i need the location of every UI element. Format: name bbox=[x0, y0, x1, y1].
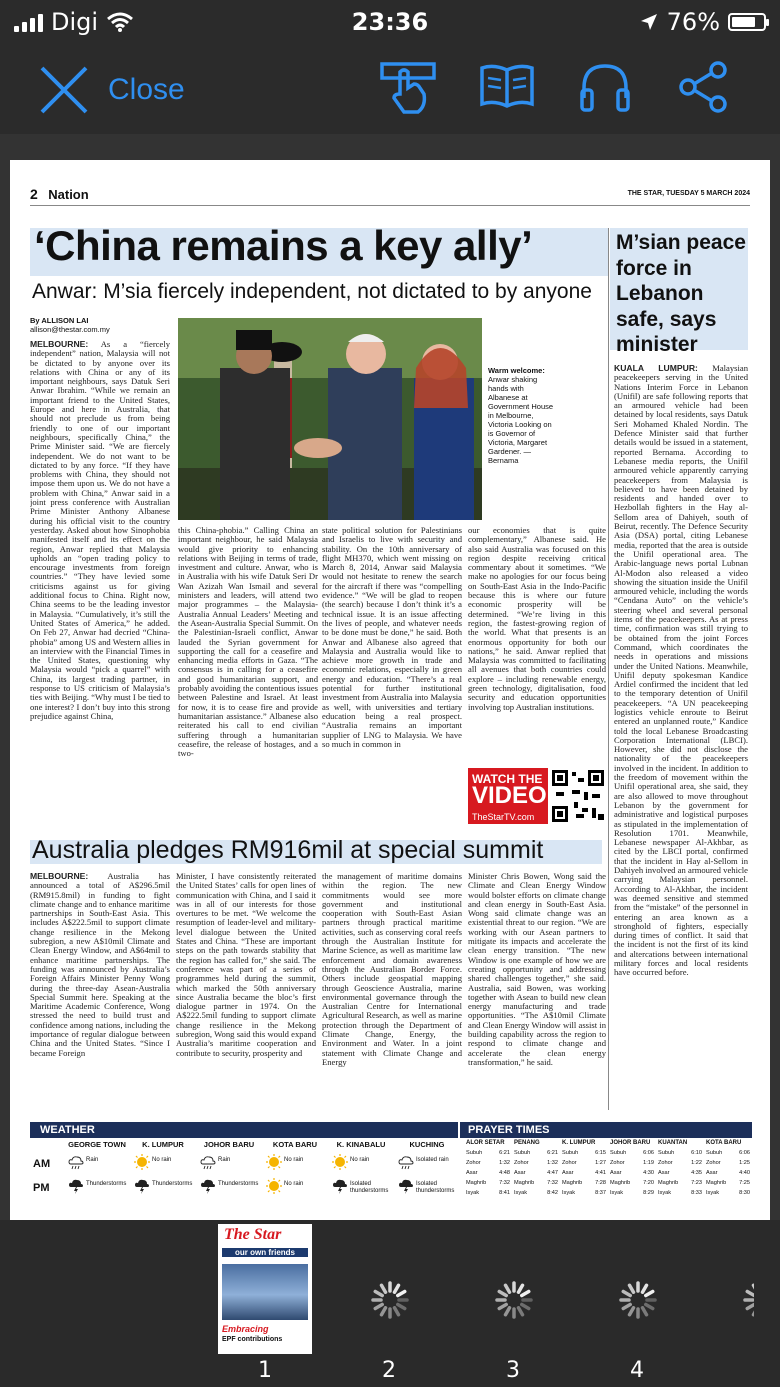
second-headline: Australia pledges RM916mil at special summit bbox=[32, 836, 544, 864]
prayer-time-row bbox=[514, 1170, 558, 1178]
close-button[interactable] bbox=[38, 64, 185, 116]
page-thumbnails bbox=[0, 1220, 780, 1387]
prayer-time-row bbox=[610, 1150, 654, 1158]
prayer-time: 6:21 bbox=[547, 1150, 558, 1156]
thunderstorm-icon bbox=[68, 1178, 84, 1194]
prayer-time-row bbox=[658, 1160, 702, 1168]
prayer-name: Zohor bbox=[706, 1160, 721, 1166]
weather-cell bbox=[328, 1176, 394, 1198]
prayer-name: Isyak bbox=[706, 1190, 720, 1196]
prayer-time-row bbox=[658, 1170, 702, 1178]
story2-column-2: Minister, I have consistently reiterated the United States’ calls for open lines of communication with China, and I said it was in all of our interests for those overtures to be met. “We welcome the resumption of leader-level and military-level dialogue between the United States and China. “These are important steps on the path towards stability that the region has called for,” she said. The conference was part of a series of programmes held during the summit, which marked the 50th anniversary since Australia became the bloc’s first dialogue partner in 1974. On the A$222.5mil funding to support climate change resilience in the Mekong subregion, Wong said this would expand Australia’s maritime cooperation and contribute to security, prosperity and bbox=[176, 872, 316, 1058]
reader-toolbar bbox=[0, 44, 780, 134]
prayer-time: 7:32 bbox=[547, 1180, 558, 1186]
weather-city: KOTA BARU bbox=[272, 1140, 318, 1149]
prayer-time: 7:23 bbox=[691, 1180, 702, 1186]
weather-condition: Isolated thunderstorms bbox=[350, 1181, 389, 1194]
prayer-time-row bbox=[658, 1190, 702, 1198]
prayer-time-row bbox=[514, 1180, 558, 1188]
prayer-name: Asar bbox=[658, 1170, 670, 1176]
article-column-2: this China-phobia.” Calling China an important neighbour, he said Malaysia would give priority to enhancing relations with Beijing in terms of trade, investment and culture. Anwar, who is in Australia with his wife Datuk Seri Dr Wan Azizah Wan Ismail and several ministers and leaders, will attend two major programmes – the Malaysia-Australia Annual Leaders’ Meeting and the Asean-Australia Special Summit. On the Palestinian-Israeli conflict, Anwar lauded the Syrian government for supporting the call for a ceasefire and enhancing media efforts in Gaza. “The consensus is in calling for a ceasefire and good humanitarian support, and probably avoiding the contentious issues between Palestine and Israel. At least for now, it is to cease fire and provide humanitarian assistance.” Albanese also reiterated his call to end civilian suffering through a humanitarian ceasefire, the release of hostages, and a two- bbox=[178, 526, 318, 759]
caption-text: Anwar shaking hands with Albanese at Government House in Melbourne, Victoria Looking on is Governor of Victoria, Margaret Gardener. — Bernama bbox=[488, 375, 554, 465]
prayer-name: Asar bbox=[466, 1170, 478, 1176]
weather-cell bbox=[394, 1152, 460, 1174]
prayer-name: Isyak bbox=[466, 1190, 480, 1196]
prayer-time: 7:25 bbox=[739, 1180, 750, 1186]
prayer-time-row bbox=[706, 1190, 750, 1198]
weather-condition: Isolated rain bbox=[416, 1157, 449, 1163]
prayer-time-row bbox=[514, 1160, 558, 1168]
prayer-time: 1:32 bbox=[547, 1160, 558, 1166]
weather-cell bbox=[262, 1152, 328, 1174]
weather-panel bbox=[30, 1122, 458, 1206]
location-arrow-icon bbox=[639, 12, 659, 32]
prayer-time: 7:32 bbox=[499, 1180, 510, 1186]
rain-cloud-icon bbox=[68, 1154, 84, 1170]
status-bar bbox=[0, 0, 780, 44]
prayer-time: 7:20 bbox=[643, 1180, 654, 1186]
prayer-name: Isyak bbox=[658, 1190, 672, 1196]
prayer-time: 8:33 bbox=[691, 1190, 702, 1196]
prayer-name: Zohor bbox=[514, 1160, 529, 1166]
prayer-time: 8:30 bbox=[739, 1190, 750, 1196]
sidebar-text: Malaysian peacekeepers serving in the United Nations Interim Force in Lebanon (Unifil) are safe following reports that an armoured vehicle had been detained by local residents, says Datuk Seri Mohamed Khaled Nordin. The Defence Minister said that further details would be issued in a statement, reported Bernama. According to Lebanese media reports, the Unifil armoured vehicle apparently carrying peacekeepers from Malaysia is believed to have been detained by residents and handed over to Hezbollah fighters in the Hay al-Sellom area of Dahiyeh, south of Beirut, recently. The Defence Security Asia (DSA) portal, citing Lebanese media, reported that the area is outside the Unifil operational area. The Arabic-language news portal Lubnan Al-Modon also released a video showing the situation inside the Unifil armoured vehicle, including the words “Cendana Auto” on the vehicle’s steering wheel and several personal items of the peacekeepers. As at press time, confirmation was still trying to be obtained from the joint Forces Command, which coordinates the needs in operations and missions under the United Nations. Meanwhile, Unifil deputy spokesman Kandice Ardiel confirmed the incident that led to the temporary detention of Unifil peacekeepers. “A UN peacekeeping logistics vehicle enroute to Beirut entered an unplanned route,” Kandice told the local Lebanese Broadcasting Corporation International (LBCI). However, she did not disclose the nationality of the peacekeepers involved in the incident. In addition to the freedom of movement within the Unifil operational area, she said, they are also allowed to move throughout Lebanon by the government for administrative and logistical purposes as stipulated in the implementation of Resolution 1701. Meanwhile, Lebanese newspaper Al-Akhbar, as cited by the LBCI portal, confirmed that the incident in Hay al-Sellom in Dahiyeh involved an armoured vehicle carrying Malaysian personnel. According to Al-Akhbar, the incident was deemed sensitive and stemmed from the “mistake” of the personnel in entering an area known as a stronghold of fighters, especially during times of conflict. It said that the incident is not the first of its kind and altercations between international military forces and local residents have occurred before. bbox=[614, 364, 748, 978]
prayer-title: PRAYER TIMES bbox=[460, 1122, 752, 1138]
column-divider bbox=[608, 228, 609, 1110]
weather-condition: No rain bbox=[152, 1157, 172, 1163]
thunderstorm-icon bbox=[134, 1178, 150, 1194]
subheadline: Anwar: M’sia fiercely independent, not dictated to by anyone bbox=[32, 280, 592, 303]
prayer-name: Zohor bbox=[610, 1160, 625, 1166]
prayer-time-row bbox=[466, 1170, 510, 1178]
weather-title: WEATHER bbox=[30, 1122, 458, 1138]
thumbnail-number[interactable]: 1 bbox=[258, 1358, 272, 1383]
thumbnail-number[interactable]: 4 bbox=[630, 1358, 644, 1383]
prayer-time: 1:22 bbox=[691, 1160, 702, 1166]
prayer-city: PENANG bbox=[514, 1140, 540, 1146]
prayer-time: 6:15 bbox=[595, 1150, 606, 1156]
prayer-name: Zohor bbox=[466, 1160, 481, 1166]
loading-spinner-icon[interactable] bbox=[494, 1280, 534, 1320]
prayer-name: Maghrib bbox=[658, 1180, 679, 1186]
prayer-time-row bbox=[466, 1180, 510, 1188]
weather-condition: Thunderstorms bbox=[218, 1181, 259, 1187]
thunderstorm-icon bbox=[200, 1178, 216, 1194]
prayer-city: K. LUMPUR bbox=[562, 1140, 596, 1146]
weather-cell bbox=[328, 1152, 394, 1174]
sidebar-headline-box bbox=[610, 228, 748, 356]
prayer-city: JOHOR BARU bbox=[610, 1140, 651, 1146]
weather-condition: Thunderstorms bbox=[86, 1181, 127, 1187]
video-label: VIDEO bbox=[472, 782, 547, 809]
prayer-city: ALOR SETAR bbox=[466, 1140, 505, 1146]
article-column-3: state political solution for Palestinians and Israelis to live with security and stability. On the 10th anniversary of flight MH370, which went missing on March 8, 2014, Anwar said Malaysia would not hesitate to renew the search for the aircraft if there was “compelling evidence.” “We will be glad to reopen (the search) because I don’t think it’s a technical issue. It is an issue affecting the lives of people, and whatever needs to be done must be done,” he said. Both Anwar and Albanese also agreed that Malaysia and Australia would like to achieve more growth in trade and economic relations, especially in green energy and education. “There’s a real potential for further institutional investment from Australia into Malaysia as well, with universities and tertiary education being a real prospect. “Australia remains an important supplier of LNG to Malaysia. We have so much in common in bbox=[322, 526, 462, 749]
prayer-time: 6:10 bbox=[691, 1150, 702, 1156]
story2-lead: MELBOURNE: bbox=[30, 872, 89, 881]
weather-cell bbox=[196, 1176, 262, 1198]
weather-condition: Rain bbox=[86, 1157, 99, 1163]
prayer-name: Subuh bbox=[658, 1150, 675, 1156]
thumbnail-number[interactable]: 3 bbox=[506, 1358, 520, 1383]
story2-column-3: the management of maritime domains within the region. The new commitments would see more government and institutional cooperation with South-East Asian partners through practical maritime activities, such as conserving coral reefs through the Australian Institute for Marine Science, as well as maritime law enforcement and domain awareness through the Australian Border Force. Others include geospatial mapping through Geoscience Australia, marine environmental governance through the Australian Centre for International Agricultural Research, as well as marine protection through the Department of Climate Change, Energy, the Environment and Water. In a joint statement with Climate Change and Energy bbox=[322, 872, 462, 1067]
thumbnail-page-1[interactable] bbox=[218, 1224, 312, 1354]
newspaper-page[interactable] bbox=[10, 160, 770, 1220]
article-column-4: our economies that is quite complementary,” Albanese said. He also said Australia was focused on this region despite receiving critical commentary about it sometimes. “We make no apologies for our focus being on South-East Asia in the Indo-Pacific because this is where our future economic prosperity will be determined. “We’re living in this region, the fastest-growing region of the world. What that presents is an enormous opportunity for both our nations,” he said. Anwar replied that Malaysia was committed to facilitating all avenues that both countries could explore – including renewable energy, green technology, digitalisation, food security and education opportunities involving top Australian institutions. bbox=[468, 526, 606, 712]
tap-hand-icon[interactable] bbox=[380, 58, 438, 116]
prayer-time: 6:21 bbox=[499, 1150, 510, 1156]
headphones-icon[interactable] bbox=[576, 58, 634, 116]
page-viewer[interactable] bbox=[0, 134, 780, 1220]
weather-cell bbox=[394, 1176, 460, 1198]
sidebar-headline: M’sian peace force in Lebanon safe, says minister bbox=[616, 231, 746, 356]
prayer-name: Subuh bbox=[514, 1150, 531, 1156]
prayer-time-row bbox=[658, 1150, 702, 1158]
dateline-lead: MELBOURNE: bbox=[30, 340, 89, 349]
prayer-time-row bbox=[562, 1170, 606, 1178]
cover-story: Embracing bbox=[222, 1324, 269, 1334]
close-icon bbox=[38, 64, 90, 116]
prayer-time: 1:25 bbox=[739, 1160, 750, 1166]
watch-video-badge[interactable] bbox=[468, 768, 548, 824]
prayer-time: 4:40 bbox=[739, 1170, 750, 1176]
prayer-name: Maghrib bbox=[610, 1180, 631, 1186]
pm-label: PM bbox=[33, 1182, 50, 1194]
weather-condition: Rain bbox=[218, 1157, 231, 1163]
weather-city: KUCHING bbox=[409, 1140, 445, 1149]
prayer-name: Subuh bbox=[562, 1150, 579, 1156]
caption-title: Warm welcome: bbox=[488, 366, 545, 375]
cover-photo bbox=[222, 1264, 308, 1320]
prayer-time: 8:37 bbox=[595, 1190, 606, 1196]
weather-city: K. KINABALU bbox=[336, 1140, 386, 1149]
prayer-time-row bbox=[706, 1170, 750, 1178]
startv-url: TheStarTV.com bbox=[472, 812, 535, 822]
prayer-time-row bbox=[610, 1160, 654, 1168]
prayer-time-row bbox=[706, 1150, 750, 1158]
prayer-name: Isyak bbox=[610, 1190, 624, 1196]
am-label: AM bbox=[33, 1158, 51, 1170]
thumbnail-number[interactable]: 2 bbox=[382, 1358, 396, 1383]
prayer-time: 4:41 bbox=[595, 1170, 606, 1176]
prayer-time: 1:19 bbox=[643, 1160, 654, 1166]
clock: 23:36 bbox=[351, 8, 429, 36]
sidebar-lead: KUALA LUMPUR: bbox=[614, 364, 698, 373]
prayer-time-row bbox=[706, 1180, 750, 1188]
prayer-city: KUANTAN bbox=[658, 1140, 688, 1146]
loading-spinner-icon[interactable] bbox=[742, 1280, 754, 1320]
article-text: As a “fiercely independent” nation, Malaysia will not be dictated to by anyone over its relations with China or any of its important neighbours, says Datuk Seri Anwar Ibrahim. “While we remain an important friend to the United States, Europe and here in Australia, that should not preclude us from being friendly to one of our important neighbours, specifically China,” the Prime Minister said. “We are fiercely independent. We do not want to be dictated to by any force. “If they have problems with China, they should not impose them upon us. We do not have a problem with China,” Anwar said in a joint press conference with Australian Prime Minister Anthony Albanese during his official visit to the country yesterday. Asked about how Sinophobia manifested itself and its effect on the region, Anwar replied that Malaysia upholds an “open trading policy to encourage investments from foreign countries.” “They have levied some criticisms against us for giving additional focus to China. Right now, China seems to be the leading investor in Malaysia. “Cumulatively, it’s still the United States of America,” he added. On Feb 27, Anwar had decried “China-phobia” among US and Western allies in an interview with the Financial Times in the United States, questioning why Malaysia would “pick a quarrel” with China, its largest trading partner, in response to US criticism of Malaysia’s ties with Beijing. “Why must I be tied to one interest? I don’t buy into this strong prejudice against China, bbox=[30, 340, 170, 721]
sidebar-article bbox=[614, 364, 748, 1114]
weather-condition: Thunderstorms bbox=[152, 1181, 193, 1187]
prayer-time-row bbox=[514, 1150, 558, 1158]
weather-cell bbox=[130, 1152, 196, 1174]
main-headline: ‘China remains a key ally’ bbox=[34, 222, 533, 269]
weather-cell bbox=[262, 1176, 328, 1198]
rain-cloud-icon bbox=[200, 1154, 216, 1170]
close-label: Close bbox=[108, 73, 185, 106]
sun-icon bbox=[266, 1154, 282, 1170]
prayer-time-row bbox=[466, 1150, 510, 1158]
prayer-time: 4:47 bbox=[547, 1170, 558, 1176]
prayer-time-row bbox=[514, 1190, 558, 1198]
photo-caption bbox=[488, 366, 554, 465]
share-icon[interactable] bbox=[674, 58, 732, 116]
dateline: THE STAR, TUESDAY 5 MARCH 2024 bbox=[627, 190, 750, 197]
page-number: 2 bbox=[30, 186, 38, 202]
weather-condition: Isolated thunderstorms bbox=[416, 1181, 455, 1194]
byline-email: allison@thestar.com.my bbox=[30, 325, 110, 334]
loading-spinner-icon[interactable] bbox=[370, 1280, 410, 1320]
prayer-times-panel bbox=[460, 1122, 752, 1206]
prayer-city: KOTA BARU bbox=[706, 1140, 742, 1146]
loading-spinner-icon[interactable] bbox=[618, 1280, 658, 1320]
prayer-time-row bbox=[562, 1160, 606, 1168]
thunderstorm-icon bbox=[398, 1178, 414, 1194]
prayer-time-row bbox=[658, 1180, 702, 1188]
prayer-time: 4:48 bbox=[499, 1170, 510, 1176]
prayer-time: 6:06 bbox=[643, 1150, 654, 1156]
prayer-time-row bbox=[610, 1170, 654, 1178]
weather-city: GEORGE TOWN bbox=[68, 1140, 126, 1149]
prayer-name: Subuh bbox=[610, 1150, 627, 1156]
prayer-time-row bbox=[562, 1180, 606, 1188]
section-label: Nation bbox=[48, 187, 89, 202]
sun-icon bbox=[332, 1154, 348, 1170]
weather-city: JOHOR BARU bbox=[203, 1140, 255, 1149]
sun-icon bbox=[266, 1178, 282, 1194]
prayer-time: 7:28 bbox=[595, 1180, 606, 1186]
cover-story-sub: EPF contributions bbox=[222, 1336, 283, 1343]
watch-label: WATCH THE bbox=[472, 772, 543, 786]
byline bbox=[30, 316, 110, 334]
weather-condition: No rain bbox=[350, 1157, 370, 1163]
prayer-name: Asar bbox=[562, 1170, 574, 1176]
prayer-time-row bbox=[706, 1160, 750, 1168]
article-column-1 bbox=[30, 340, 170, 825]
prayer-name: Isyak bbox=[562, 1190, 576, 1196]
weather-condition: No rain bbox=[284, 1157, 304, 1163]
prayer-name: Asar bbox=[514, 1170, 526, 1176]
prayer-time: 4:30 bbox=[643, 1170, 654, 1176]
cover-headline: our own friends bbox=[222, 1248, 308, 1257]
prayer-name: Asar bbox=[706, 1170, 718, 1176]
prayer-name: Subuh bbox=[706, 1150, 723, 1156]
story2-column-1 bbox=[30, 872, 170, 1116]
byline-name: By ALLISON LAI bbox=[30, 316, 89, 325]
prayer-time: 4:35 bbox=[691, 1170, 702, 1176]
weather-cell bbox=[64, 1176, 130, 1198]
weather-cell bbox=[196, 1152, 262, 1174]
prayer-time-row bbox=[562, 1190, 606, 1198]
prayer-time-row bbox=[610, 1190, 654, 1198]
weather-city: K. LUMPUR bbox=[142, 1140, 184, 1149]
prayer-time-row bbox=[466, 1190, 510, 1198]
rain-cloud-icon bbox=[398, 1154, 414, 1170]
prayer-name: Zohor bbox=[562, 1160, 577, 1166]
prayer-time: 1:32 bbox=[499, 1160, 510, 1166]
article-photo bbox=[178, 318, 482, 520]
battery-icon bbox=[728, 13, 766, 31]
prayer-name: Maghrib bbox=[562, 1180, 583, 1186]
prayer-name: Maghrib bbox=[466, 1180, 487, 1186]
qr-code-icon[interactable] bbox=[550, 768, 606, 824]
prayer-name: Maghrib bbox=[706, 1180, 727, 1186]
running-header bbox=[30, 186, 750, 206]
prayer-name: Asar bbox=[610, 1170, 622, 1176]
star-logo: The Star bbox=[224, 1226, 282, 1243]
weather-cell bbox=[64, 1152, 130, 1174]
story2-text: Australia has announced a total of A$296.5mil (RM915.8mil) in funding to fight climate change and to enhance maritime partnerships in South-East Asia. This includes A$222.5mil to support climate change resilience in the Mekong subregion, a new A$10mil Climate and Clean Energy Window, and A$64mil to enhance maritime partnerships. The funding was announced by Australia’s Foreign Affairs Minister Penny Wong during the three-day Asean-Australia Special Summit here. Speaking at the Maritime Academic Conference, Wong stressed the need to build trust and confidence among nations, including the importance of regular dialogue between China and the United States. “Since I became Foreign bbox=[30, 872, 170, 1058]
prayer-time: 6:06 bbox=[739, 1150, 750, 1156]
prayer-time-row bbox=[562, 1150, 606, 1158]
prayer-name: Subuh bbox=[466, 1150, 483, 1156]
prayer-time-row bbox=[466, 1160, 510, 1168]
battery-percent: 76% bbox=[666, 8, 720, 36]
prayer-name: Zohor bbox=[658, 1160, 673, 1166]
prayer-name: Maghrib bbox=[514, 1180, 535, 1186]
prayer-name: Isyak bbox=[514, 1190, 528, 1196]
book-icon[interactable] bbox=[478, 58, 536, 116]
story2-column-4: Minister Chris Bowen, Wong said the Climate and Clean Energy Window would bolster efforts on climate change and clean energy in South-East Asia. Wong said climate change was an existential threat to our region. “We are working with our Asean partners to mitigate its impacts and accelerate the clean energy transition. “The new Window is one example of how we are creating opportunity and addressing shared challenges together,” she said. Australia, said Bowen, was working together with Asean to build new clean energy manufacturing and trade opportunities. “The A$10mil Climate and Clean Energy Window will assist in building capability across the region to respond to climate change and accelerate the clean energy transformation,” he said. bbox=[468, 872, 606, 1067]
prayer-time: 8:41 bbox=[499, 1190, 510, 1196]
prayer-time: 8:29 bbox=[643, 1190, 654, 1196]
prayer-time-row bbox=[610, 1180, 654, 1188]
prayer-time: 8:42 bbox=[547, 1190, 558, 1196]
carrier-label: Digi bbox=[51, 8, 99, 36]
weather-cell bbox=[130, 1176, 196, 1198]
prayer-time: 1:27 bbox=[595, 1160, 606, 1166]
sun-icon bbox=[134, 1154, 150, 1170]
weather-condition: No rain bbox=[284, 1181, 304, 1187]
thunderstorm-icon bbox=[332, 1178, 348, 1194]
